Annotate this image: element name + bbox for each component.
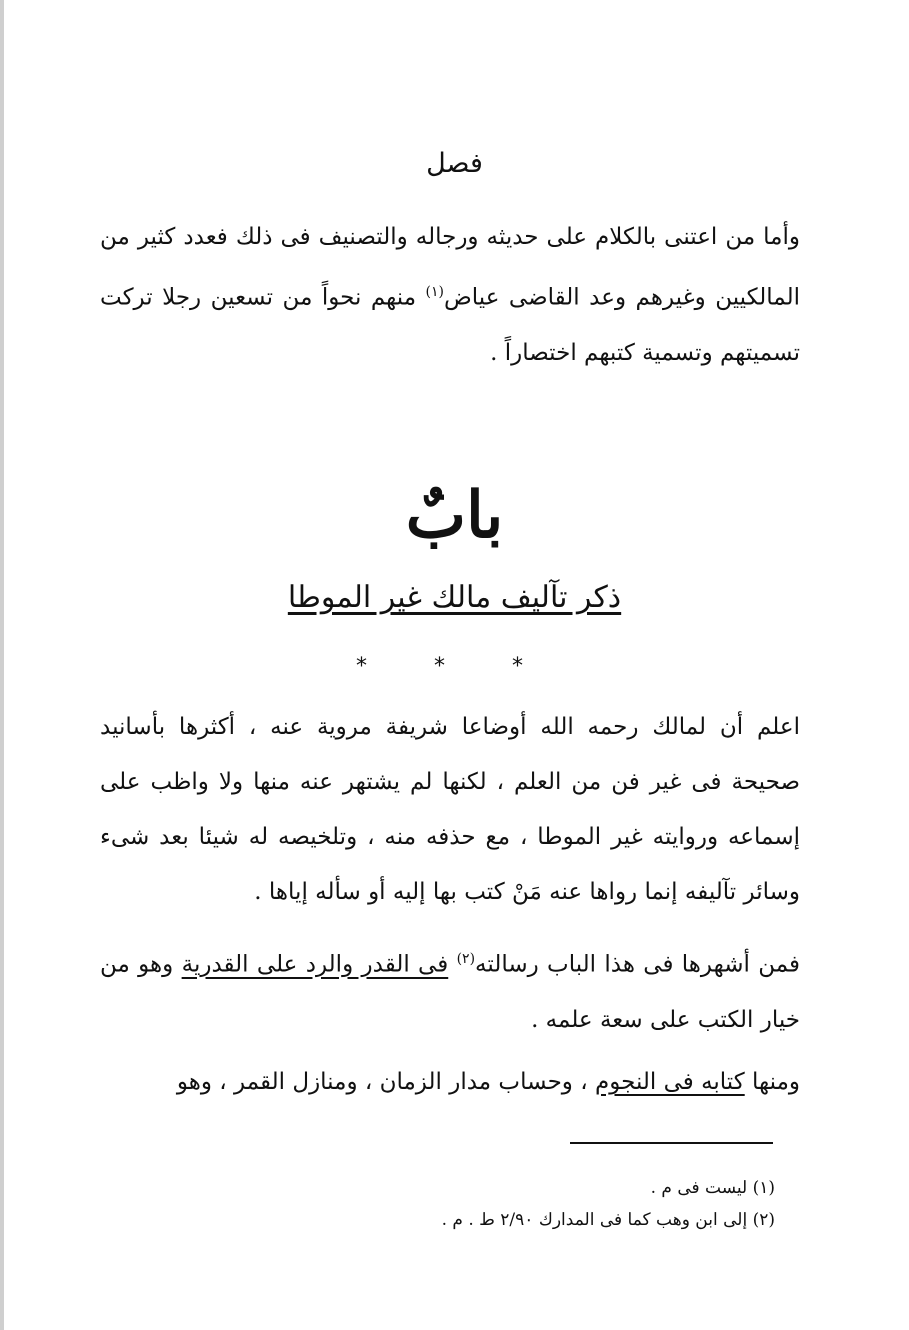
- body-paragraph-2: [100, 932, 800, 1048]
- body-paragraph-2-underlined: فى القدر والرد على القدرية: [181, 951, 449, 978]
- intro-line-3: منهم نحواً من تسعين رجلا تركت: [100, 284, 417, 311]
- footnote-1: (١) ليست فى م .: [650, 1178, 775, 1198]
- body-paragraph-1-text: اعلم أن لمالك رحمه الله أوضاعا شريفة مروية عنه ، أكثرها بأسانيد صحيحة فى غير فن من العلم ، لكنها لم يشتهر عنه منها ولا واظب على إسماعه وروايته غير الموطا ، مع حذفه منه ، وتلخيصه له شيئا بعد شىء وسائر تآليفه إنما رواها عنه مَنْ كتب بها إليه أو سأله إياها .: [100, 714, 800, 905]
- body-paragraph-3-start: ومنها: [752, 1069, 800, 1095]
- intro-paragraph: [100, 210, 800, 381]
- chapter-subtitle-text: ذكر تآليف مالك غير الموطا: [287, 580, 622, 615]
- body-paragraph-2-end: وهو من خيار الكتب على سعة علمه .: [100, 951, 800, 1033]
- chapter-title: [0, 478, 909, 553]
- body-paragraph-3-underlined: كتابه فى النجوم: [594, 1069, 745, 1095]
- footnotes: [380, 1172, 775, 1236]
- footnote-ref-1: (١): [425, 284, 444, 300]
- section-heading-text: فصل: [426, 148, 483, 179]
- footnote-divider: [570, 1142, 773, 1144]
- intro-line-4: تسميتهم وتسمية كتبهم اختصاراً .: [490, 339, 800, 366]
- footnote-2: (٢) إلى ابن وهب كما فى المدارك ٢/٩٠ ط . م .: [441, 1210, 775, 1230]
- separator-stars: * * *: [356, 654, 553, 679]
- section-heading: [0, 148, 909, 179]
- chapter-subtitle: [0, 580, 909, 615]
- body-paragraph-2-start: فمن أشهرها فى هذا الباب رسالته: [475, 951, 801, 978]
- footnote-ref-2: (٢): [456, 951, 476, 967]
- intro-line-2: من المالكيين وغيرهم وعد القاضى عياض: [100, 224, 801, 311]
- body-paragraph-1: [100, 700, 800, 920]
- body-paragraph-3: [100, 1055, 800, 1110]
- body-paragraph-3-end: ، وحساب مدار الزمان ، ومنازل القمر ، وهو: [176, 1069, 588, 1095]
- intro-line-1: وأما من اعتنى بالكلام على حديثه ورجاله والتصنيف فى ذلك فعدد كثير: [137, 224, 800, 250]
- chapter-title-text: بابٌ: [405, 478, 504, 553]
